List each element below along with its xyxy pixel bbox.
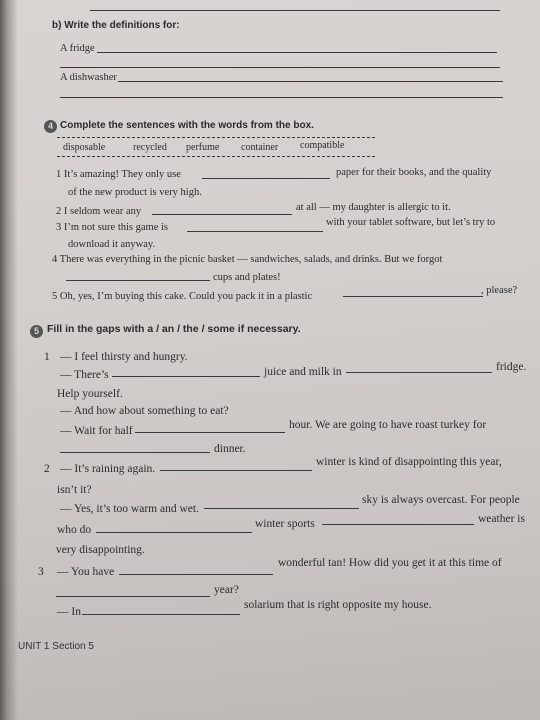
exercise-5-heading: Fill in the gaps with a / an / the / some if necessary. (47, 323, 301, 335)
exercise-4-heading: Complete the sentences with the words from the box. (60, 120, 314, 131)
ex5-item-number: 2 (44, 463, 50, 475)
answer-blank[interactable] (204, 508, 359, 509)
answer-blank[interactable] (160, 470, 312, 471)
ex5-line: sky is always overcast. For people (362, 494, 520, 506)
exercise-5-number: 5 (30, 325, 43, 338)
ex4-sentence-5-cont: , please? (481, 285, 518, 296)
answer-blank[interactable] (119, 574, 273, 575)
ex5-line: — There’s (60, 369, 109, 381)
ex5-line: — I feel thirsty and hungry. (60, 351, 188, 363)
ex5-line: — You have (57, 566, 115, 578)
definition-label-dishwasher: A dishwasher (60, 72, 117, 83)
ex5-line: who do (57, 524, 92, 536)
answer-line[interactable] (90, 10, 500, 11)
part-b-heading: b) Write the definitions for: (52, 20, 180, 31)
ex4-sentence-2-cont: at all — my daughter is allergic to it. (296, 202, 451, 213)
ex5-item-number: 1 (44, 351, 50, 363)
ex4-sentence-1-cont: paper for their books, and the quality (336, 167, 492, 178)
answer-blank[interactable] (112, 376, 260, 377)
answer-line[interactable] (60, 97, 503, 98)
answer-line[interactable] (118, 81, 503, 82)
ex5-item-number: 3 (38, 566, 44, 578)
exercise-4-number: 4 (44, 120, 57, 133)
ex4-sentence-2: 2 I seldom wear any (56, 206, 142, 217)
answer-blank[interactable] (60, 452, 210, 453)
answer-line[interactable] (97, 52, 497, 53)
definition-label-fridge: A fridge (60, 43, 95, 54)
answer-blank[interactable] (202, 178, 330, 179)
word-box-item: compatible (300, 140, 345, 151)
answer-blank[interactable] (343, 296, 483, 297)
ex5-line: weather is (478, 513, 525, 525)
ex5-line: solarium that is right opposite my house. (244, 599, 432, 611)
answer-blank[interactable] (322, 524, 474, 525)
ex5-line: wonderful tan! How did you get it at this time of (278, 557, 502, 569)
ex5-line: isn’t it? (57, 484, 92, 496)
word-box-item: container (241, 142, 279, 153)
ex4-sentence-3-cont: with your tablet software, but let’s try to (326, 217, 496, 228)
ex4-sentence-5: 5 Oh, yes, I’m buying this cake. Could you pack it in a plastic (52, 291, 313, 302)
ex5-line: — And how about something to eat? (60, 405, 229, 417)
ex4-sentence-4: 4 There was everything in the picnic basket — sandwiches, salads, and drinks. But we forgot (52, 254, 443, 265)
answer-blank[interactable] (152, 214, 292, 215)
word-box-item: recycled (133, 142, 167, 153)
ex4-sentence-1-cont: of the new product is very high. (68, 187, 202, 198)
ex5-line: year? (214, 584, 239, 596)
answer-blank[interactable] (82, 614, 240, 615)
ex4-sentence-1: 1 It’s amazing! They only use (56, 169, 181, 180)
ex5-line: juice and milk in (264, 366, 342, 378)
ex4-sentence-3: 3 I’m not sure this game is (56, 222, 168, 233)
page-edge-shadow (0, 0, 18, 720)
answer-blank[interactable] (135, 432, 285, 433)
answer-blank[interactable] (66, 280, 210, 281)
ex5-line: dinner. (214, 443, 246, 455)
ex5-line: — Yes, it’s too warm and wet. (60, 503, 199, 515)
ex5-line: — It’s raining again. (60, 463, 156, 475)
word-box-item: disposable (63, 142, 106, 153)
answer-blank[interactable] (187, 231, 323, 232)
answer-line[interactable] (60, 67, 500, 68)
ex4-sentence-4-cont: cups and plates! (213, 272, 281, 283)
ex5-line: fridge. (496, 361, 527, 373)
answer-blank[interactable] (346, 372, 492, 373)
answer-blank[interactable] (96, 532, 252, 533)
answer-blank[interactable] (56, 596, 210, 597)
ex5-line: Help yourself. (57, 388, 123, 400)
ex5-line: — In (57, 606, 81, 618)
ex5-line: very disappointing. (56, 544, 145, 556)
ex5-line: winter sports (255, 518, 315, 530)
ex4-sentence-3-cont: download it anyway. (68, 239, 156, 250)
ex5-line: winter is kind of disappointing this year, (316, 456, 502, 468)
ex5-line: hour. We are going to have roast turkey for (289, 419, 487, 431)
word-box-item: perfume (186, 142, 220, 153)
page-footer: UNIT 1 Section 5 (18, 641, 94, 652)
ex5-line: — Wait for half (60, 425, 133, 437)
